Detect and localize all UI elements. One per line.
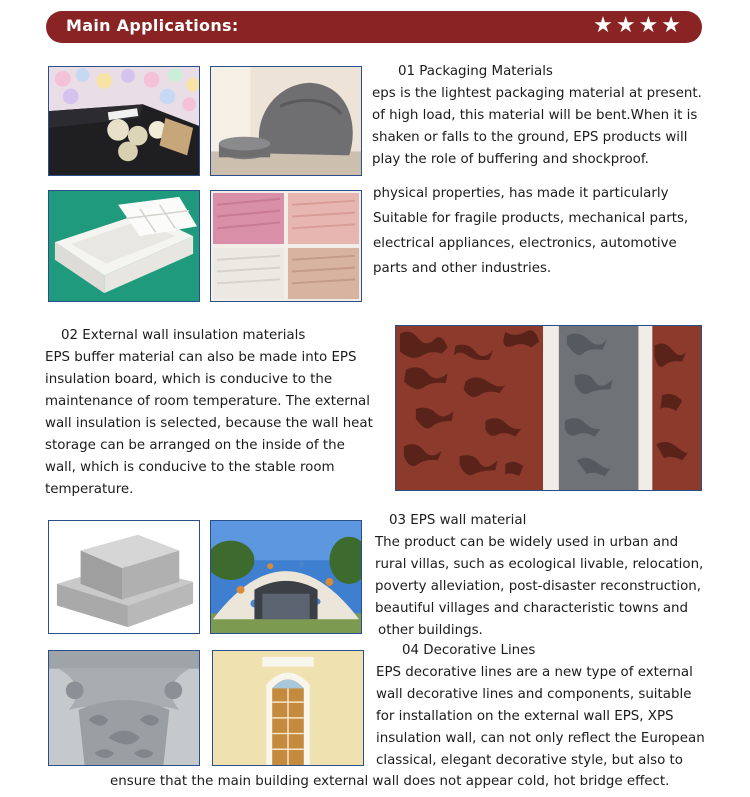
text-line: insulation board, which is conducive to the [45, 372, 333, 387]
text-line: insulation wall, can not only reflect the European [376, 731, 705, 746]
section-banner [46, 11, 702, 43]
photo-foam-tray [48, 190, 200, 302]
text-line: EPS buffer material can also be made into EPS [45, 350, 357, 365]
text-line: wall decorative lines and components, suitable [376, 687, 692, 702]
section-wall-material-text [375, 510, 703, 642]
star-rating-icons: ★★★★ [593, 13, 684, 38]
text-line: play the role of buffering and shockproof. [372, 152, 649, 167]
section-decorative-final-line: ensure that the main building external wall does not appear cold, hot bridge effect. [110, 774, 670, 789]
photo-foam-sheets [210, 190, 362, 302]
photo-dome-house [210, 520, 362, 634]
section-heading: 04 Decorative Lines [402, 643, 536, 658]
photo-bean-bag-chair [210, 66, 362, 176]
text-line: wall insulation is selected, because the wall heat [45, 416, 373, 431]
banner-title: Main Applications: [66, 16, 239, 35]
section-heading: 03 EPS wall material [389, 513, 527, 528]
section-packaging-text-b [373, 181, 688, 281]
text-line: beautiful villages and characteristic towns and [375, 601, 689, 616]
text-line: parts and other industries. [373, 261, 552, 276]
text-line: physical properties, has made it particularly [373, 186, 669, 201]
section-decorative-text [376, 640, 705, 772]
section-heading: 02 External wall insulation materials [61, 328, 306, 343]
photo-packaging-box [48, 66, 200, 176]
text-line: poverty alleviation, post-disaster reconstruction, [375, 579, 702, 594]
photo-decorative-window [212, 650, 364, 766]
section-heading: 01 Packaging Materials [398, 64, 553, 79]
text-line: EPS decorative lines are a new type of external [376, 665, 693, 680]
text-line: of high load, this material will be bent.When it is [372, 108, 698, 123]
text-line: other buildings. [378, 623, 483, 638]
section-wall-insulation-text [45, 325, 373, 501]
text-line: classical, elegant decorative style, but also to [376, 753, 683, 768]
text-line: eps is the lightest packaging material at present. [372, 86, 702, 101]
text-line: rural villas, such as ecological livable, relocation, [375, 557, 704, 572]
section-packaging-text [372, 61, 702, 171]
photo-textured-wall [395, 325, 702, 491]
text-line: electrical appliances, electronics, automotive [373, 236, 677, 251]
text-line: shaken or falls to the ground, EPS products will [372, 130, 688, 145]
text-line: for installation on the external wall EPS, XPS [376, 709, 674, 724]
text-line: Suitable for fragile products, mechanical parts, [373, 211, 689, 226]
photo-stone-capital [48, 650, 200, 766]
text-line: storage can be arranged on the inside of the [45, 438, 345, 453]
text-line: The product can be widely used in urban and [375, 535, 679, 550]
text-line: maintenance of room temperature. The external [45, 394, 370, 409]
text-line: temperature. [45, 482, 134, 497]
photo-eps-block [48, 520, 200, 634]
text-line: wall, which is conducive to the stable room [45, 460, 335, 475]
